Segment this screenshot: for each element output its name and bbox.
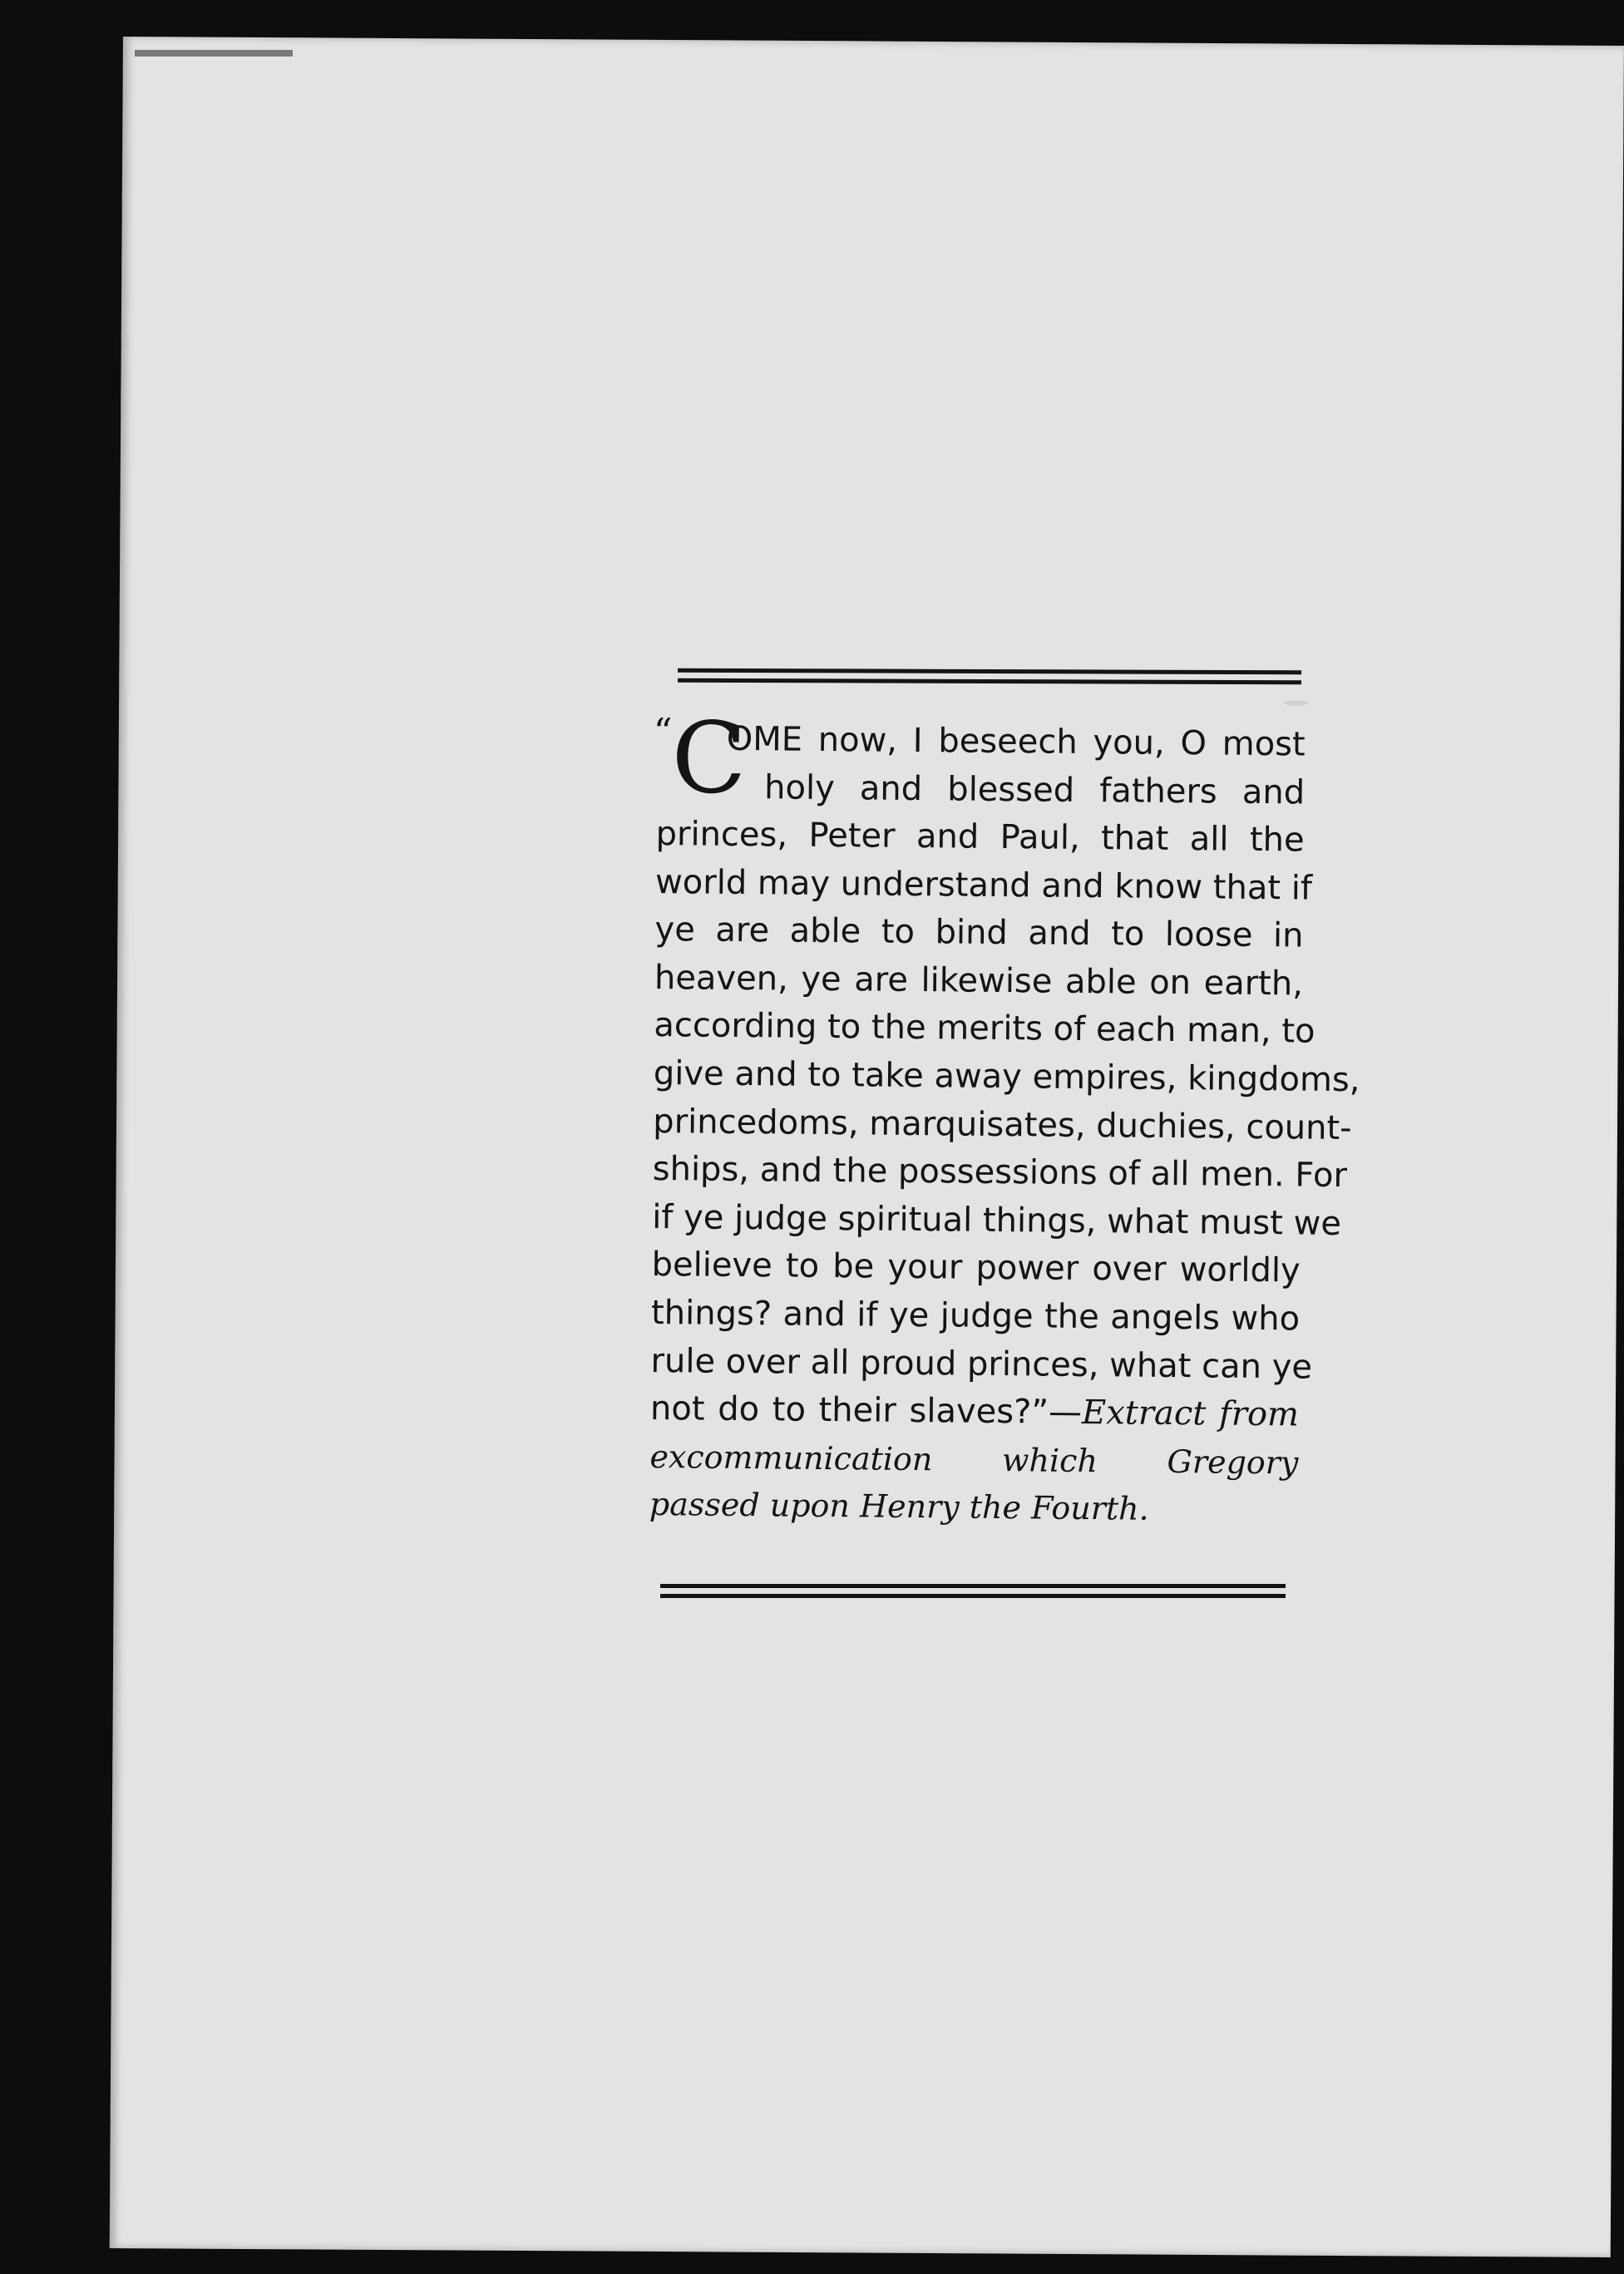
text-line: rule over all proud princes, what can ye xyxy=(650,1341,1313,1387)
text-line: things? and if ye judge the angels who xyxy=(650,1293,1301,1339)
quotation-block xyxy=(649,669,1360,1617)
attribution-line: passed upon Henry the Fourth. xyxy=(649,1486,1149,1528)
text-line: if ye judge spiritual things, what must we xyxy=(651,1197,1342,1243)
lead-lines xyxy=(653,700,1306,816)
text-line: OME now, I beseech you, O most xyxy=(726,719,1306,764)
text-line: ye are able to bind and to loose in xyxy=(654,910,1304,955)
attribution-line: excommunication which Gregory xyxy=(649,1438,1299,1482)
rule-line xyxy=(660,1584,1286,1588)
text-line: ships, and the possessions of all men. For xyxy=(652,1150,1348,1196)
text-line: princes, Peter and Paul, that all the xyxy=(655,814,1305,860)
text-line: world may understand and know that if xyxy=(654,862,1313,908)
text-line: according to the merits of each man, to xyxy=(654,1006,1315,1051)
drop-cap: C xyxy=(670,700,748,816)
rule-line xyxy=(678,668,1301,675)
page-edge xyxy=(135,50,293,57)
rule-line xyxy=(660,1594,1286,1598)
closing-text: not do to their slaves?”— xyxy=(649,1389,1083,1433)
text-line: give and to take away empires, kingdoms, xyxy=(653,1053,1360,1100)
attribution xyxy=(649,1433,1299,1536)
attribution-inline: Extract from xyxy=(1081,1394,1300,1434)
text-line: holy and blessed fathers and xyxy=(763,767,1306,812)
rule-line xyxy=(678,678,1301,685)
closing-line xyxy=(650,1385,1300,1439)
text-line: believe to be your power over worldly xyxy=(651,1246,1301,1290)
opening-quote-mark: “ xyxy=(653,710,673,754)
text-line: princedoms, marquisates, duchies, count- xyxy=(653,1102,1352,1147)
top-double-rule xyxy=(678,668,1301,691)
quotation-text xyxy=(649,700,1360,1535)
text-line: heaven, ye are likewise able on earth, xyxy=(654,958,1304,1004)
bottom-double-rule xyxy=(660,1584,1286,1604)
